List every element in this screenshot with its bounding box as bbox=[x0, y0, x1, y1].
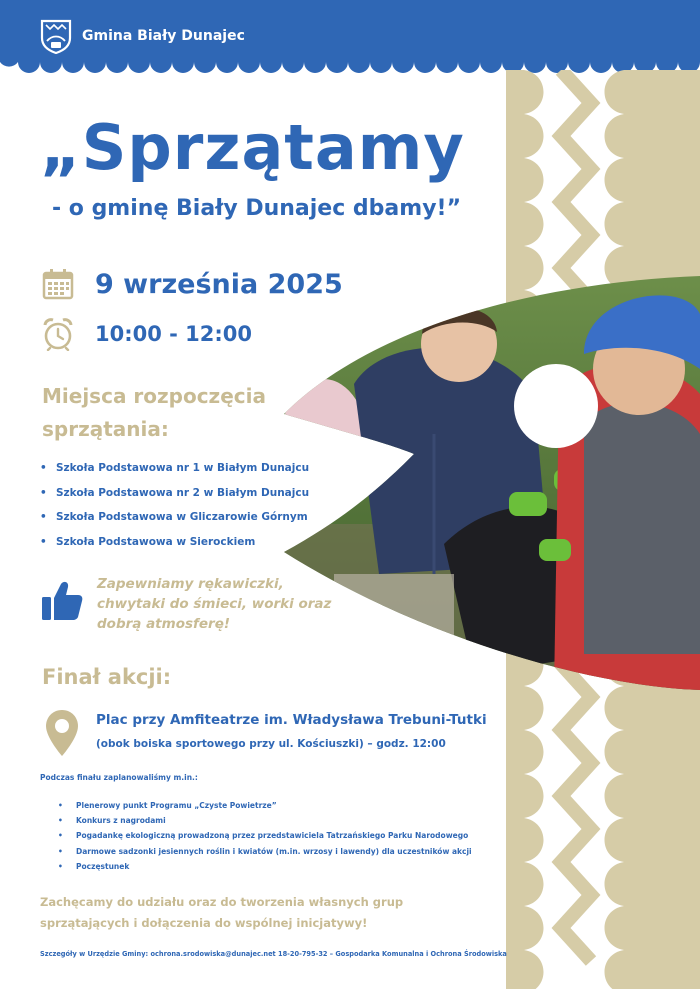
start-places-list bbox=[40, 458, 309, 556]
provided-supplies-text: Zapewniamy rękawiczki, chwytaki do śmieci, worki oraz dobrą atmosferę! bbox=[97, 576, 332, 632]
start-places-heading: Miejsca rozpoczęcia sprzątania: bbox=[42, 384, 266, 441]
list-item: • Szkoła Podstawowa w Gliczarowie Górnym bbox=[40, 507, 309, 532]
location-pin-icon bbox=[44, 708, 80, 758]
list-item: • Darmowe sadzonki jesiennych roślin i kwiatów (m.in. wrzosy i lawendy) dla uczestników akcji bbox=[58, 845, 472, 860]
thumbs-up-icon bbox=[40, 578, 84, 622]
list-item: • Pogadankę ekologiczną prowadzoną przez przedstawiciela Tatrzańskiego Parku Narodowego bbox=[58, 829, 472, 844]
planned-activities-list bbox=[58, 799, 472, 875]
list-item: • Szkoła Podstawowa w Sierockiem bbox=[40, 532, 309, 557]
final-venue: Plac przy Amfiteatrze im. Władysława Trebuni-Tutki bbox=[96, 712, 487, 728]
encouragement-text: Zachęcamy do udziału oraz do tworzenia własnych grup sprzątających i dołączenia do wspólnej inicjatywy! bbox=[40, 895, 404, 930]
final-heading: Finał akcji: bbox=[42, 665, 172, 689]
event-time: 10:00 - 12:00 bbox=[95, 322, 253, 346]
list-item: • Szkoła Podstawowa nr 2 w Białym Dunajcu bbox=[40, 483, 309, 508]
poster-subtitle: - o gminę Biały Dunajec dbamy!” bbox=[52, 196, 462, 221]
planned-intro: Podczas finału zaplanowaliśmy m.in.: bbox=[40, 773, 198, 782]
poster-title: „Sprzątamy bbox=[40, 111, 465, 184]
event-date: 9 września 2025 bbox=[95, 269, 343, 300]
alarm-clock-icon bbox=[42, 317, 74, 351]
organization-name: Gmina Biały Dunajec bbox=[82, 28, 245, 44]
final-venue-detail: (obok boiska sportowego przy ul. Kościuszki) – godz. 12:00 bbox=[96, 738, 446, 750]
list-item: • Poczęstunek bbox=[58, 860, 472, 875]
list-item: • Szkoła Podstawowa nr 1 w Białym Dunajcu bbox=[40, 458, 309, 483]
contact-footer: Szczegóły w Urzędzie Gminy: ochrona.srodowiska@dunajec.net 18-20-795-32 – Gospodarka Komunalna i Ochrona Środowiska bbox=[40, 950, 507, 958]
list-item: • Konkurs z nagrodami bbox=[58, 814, 472, 829]
calendar-icon bbox=[42, 268, 74, 300]
coat-of-arms-icon bbox=[40, 18, 72, 54]
list-item: • Plenerowy punkt Programu „Czyste Powietrze” bbox=[58, 799, 472, 814]
